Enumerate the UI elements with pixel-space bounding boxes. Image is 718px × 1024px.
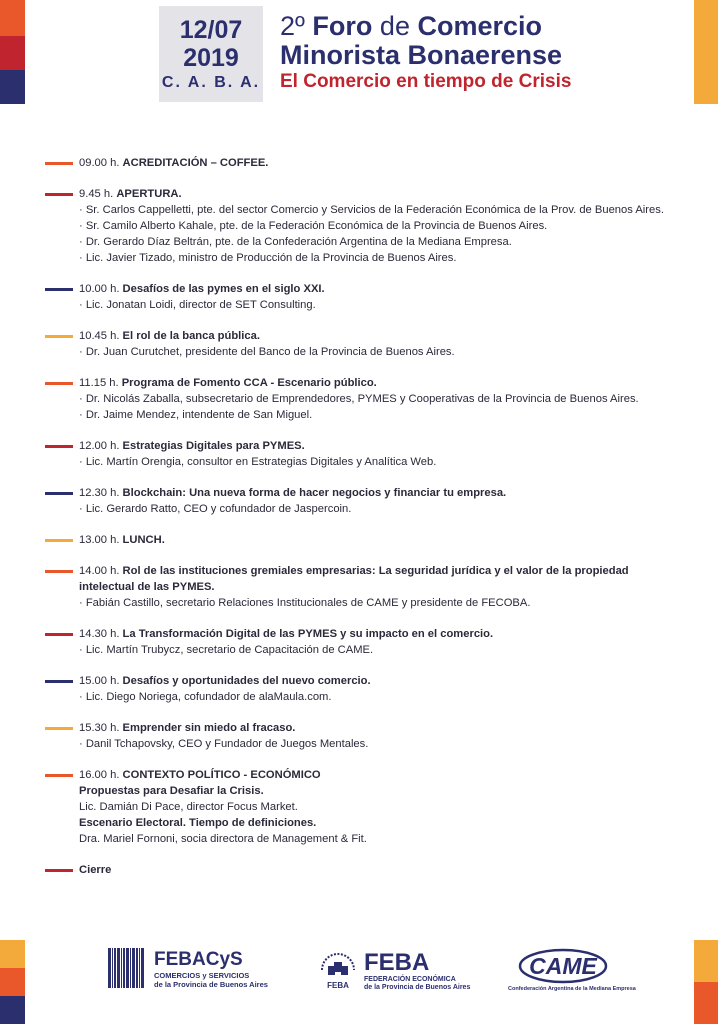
agenda-heading [79, 438, 685, 454]
agenda-title: El rol de la banca pública. [122, 330, 260, 342]
agenda-speaker: · Lic. Gerardo Ratto, CEO y cofundador de Jaspercoin. [79, 503, 352, 515]
agenda-color-bar [45, 382, 73, 385]
agenda-title: Blockchain: Una nueva forma de hacer negocios y financiar tu empresa. [122, 487, 507, 499]
agenda-title: LUNCH. [122, 534, 165, 546]
barcode-icon [108, 948, 148, 988]
agenda-speaker: · Dr. Gerardo Díaz Beltrán, pte. de la Confederación Argentina de la Mediana Empresa. [79, 236, 512, 248]
event-year: 2019 [183, 44, 239, 72]
agenda-time: 13.00 h. [79, 534, 120, 546]
corner-stripe-yellow-top-right [694, 0, 718, 104]
agenda-speaker: · Sr. Camilo Alberto Kahale, pte. de la Federación Económica de la Provincia de Buenos Aires. [79, 220, 548, 232]
feba-subtitle-1: FEDERACIÓN ECONÓMICA [364, 976, 456, 983]
agenda-color-bar [45, 193, 73, 196]
page-title [280, 12, 660, 94]
febacys-subtitle-1: COMERCIOS y SERVICIOS [154, 971, 250, 980]
corner-stripe-navy-bottom [0, 996, 25, 1024]
agenda-title: Cierre [79, 864, 112, 876]
agenda-color-bar [45, 570, 73, 573]
agenda-item [45, 155, 685, 171]
agenda-title: APERTURA. [116, 188, 182, 200]
agenda-speaker: Propuestas para Desafiar la Crisis. [79, 785, 264, 797]
agenda-color-bar [45, 335, 73, 338]
agenda-item [45, 375, 685, 423]
agenda-item [45, 767, 685, 847]
svg-text:CAME: CAME [529, 953, 597, 979]
agenda-time: 15.30 h. [79, 722, 120, 734]
agenda-color-bar [45, 680, 73, 683]
agenda-item [45, 328, 685, 360]
agenda-color-bar [45, 633, 73, 636]
agenda-heading [79, 720, 685, 736]
agenda-heading [79, 186, 685, 202]
agenda-color-bar [45, 288, 73, 291]
agenda-heading [79, 563, 685, 595]
agenda-speaker: Dra. Mariel Fornoni, socia directora de Management & Fit. [79, 833, 367, 845]
agenda-time: 9.45 h. [79, 188, 114, 200]
event-city: C. A. B. A. [161, 74, 261, 91]
agenda-item [45, 862, 685, 878]
agenda-heading [79, 767, 685, 783]
agenda-color-bar [45, 445, 73, 448]
agenda-speaker: · Lic. Diego Noriega, cofundador de alaMaula.com. [79, 691, 332, 703]
agenda-time: 12.00 h. [79, 440, 120, 452]
agenda-heading [79, 673, 685, 689]
agenda-title: CONTEXTO POLÍTICO - ECONÓMICO [122, 769, 321, 781]
agenda-time: 14.30 h. [79, 628, 120, 640]
agenda-time: 10.00 h. [79, 283, 120, 295]
feba-emblem-icon [318, 948, 358, 994]
febacys-name: FEBACyS [154, 949, 243, 970]
agenda-color-bar [45, 869, 73, 872]
came-emblem-icon [518, 948, 608, 984]
agenda-speaker: Lic. Damián Di Pace, director Focus Market. [79, 801, 298, 813]
agenda-title: La Transformación Digital de las PYMES y su impacto en el comercio. [122, 628, 494, 640]
agenda-time: 12.30 h. [79, 487, 120, 499]
agenda-time: 10.45 h. [79, 330, 120, 342]
agenda-heading [79, 375, 685, 391]
title-prefix: 2º [280, 11, 305, 41]
svg-text:FEBA: FEBA [327, 981, 349, 990]
came-logo [508, 948, 636, 998]
corner-stripe-red-top [0, 36, 25, 70]
agenda-time: 16.00 h. [79, 769, 120, 781]
agenda-title: Rol de las instituciones gremiales empresarias: La seguridad jurídica y el valor de la propiedad intelectual de las PYMES. [79, 565, 629, 593]
agenda-speaker: · Lic. Martín Trubycz, secretario de Capacitación de CAME. [79, 644, 374, 656]
agenda-title: Desafíos y oportunidades del nuevo comercio. [122, 675, 371, 687]
agenda-title: Emprender sin miedo al fracaso. [122, 722, 296, 734]
corner-stripe-orange-top [0, 0, 25, 36]
agenda-speaker: · Sr. Carlos Cappelletti, pte. del sector Comercio y Servicios de la Federación Económica de la Prov. de Buenos Aires. [79, 204, 664, 216]
agenda-item [45, 281, 685, 313]
agenda-list [45, 155, 685, 893]
agenda-color-bar [45, 162, 73, 165]
event-date: 12/07 [179, 16, 243, 44]
feba-logo [318, 948, 471, 998]
agenda-item [45, 626, 685, 658]
corner-stripe-yellow-bottom [0, 940, 25, 968]
agenda-heading [79, 626, 685, 642]
agenda-item [45, 673, 685, 705]
agenda-heading [79, 155, 685, 171]
agenda-speaker: · Lic. Jonatan Loidi, director de SET Consulting. [79, 299, 316, 311]
corner-stripe-yellow-bottom-right [694, 940, 718, 982]
agenda-speaker: · Dr. Juan Curutchet, presidente del Banco de la Provincia de Buenos Aires. [79, 346, 455, 358]
title-comercio: Comercio [417, 11, 543, 41]
agenda-item [45, 563, 685, 611]
page-subtitle: El Comercio en tiempo de Crisis [280, 71, 572, 92]
febacys-logo [108, 948, 268, 996]
corner-stripe-orange-bottom [0, 968, 25, 996]
agenda-time: 11.15 h. [79, 377, 119, 389]
agenda-heading [79, 862, 685, 878]
agenda-title: Programa de Fomento CCA - Escenario público. [121, 377, 377, 389]
agenda-title: Desafíos de las pymes en el siglo XXI. [122, 283, 325, 295]
title-line-2: Minorista Bonaerense [280, 40, 563, 70]
agenda-heading [79, 532, 685, 548]
agenda-color-bar [45, 727, 73, 730]
agenda-speaker: · Dr. Nicolás Zaballa, subsecretario de Emprendedores, PYMES y Cooperativas de la Provincia de Buenos Aires. [79, 393, 639, 405]
feba-name: FEBA [364, 949, 430, 976]
came-subtitle: Confederación Argentina de la Mediana Empresa [508, 986, 636, 992]
agenda-color-bar [45, 539, 73, 542]
agenda-color-bar [45, 774, 73, 777]
agenda-item [45, 438, 685, 470]
agenda-speaker: · Lic. Javier Tizado, ministro de Producción de la Provincia de Buenos Aires. [79, 252, 457, 264]
event-date-box [159, 6, 263, 102]
agenda-item [45, 485, 685, 517]
title-foro: Foro [312, 11, 373, 41]
agenda-speaker: · Lic. Martín Orengia, consultor en Estrategias Digitales y Analítica Web. [79, 456, 437, 468]
agenda-heading [79, 328, 685, 344]
agenda-speaker: · Dr. Jaime Mendez, intendente de San Miguel. [79, 409, 313, 421]
feba-subtitle-2: de la Provincia de Buenos Aires [364, 984, 471, 991]
title-de: de [379, 11, 410, 41]
title-line-1 [280, 12, 660, 41]
agenda-speaker: · Danil Tchapovsky, CEO y Fundador de Juegos Mentales. [79, 738, 369, 750]
corner-stripe-navy-top [0, 70, 25, 104]
agenda-heading [79, 485, 685, 501]
agenda-item [45, 720, 685, 752]
agenda-title: ACREDITACIÓN – COFFEE. [122, 157, 269, 169]
febacys-subtitle-2: de la Provincia de Buenos Aires [154, 980, 268, 989]
agenda-item [45, 186, 685, 266]
agenda-time: 09.00 h. [79, 157, 120, 169]
agenda-speaker: Escenario Electoral. Tiempo de definiciones. [79, 817, 317, 829]
agenda-item [45, 532, 685, 548]
agenda-color-bar [45, 492, 73, 495]
corner-stripe-orange-bottom-right [694, 982, 718, 1024]
agenda-speaker: · Fabián Castillo, secretario Relaciones Institucionales de CAME y presidente de FECOBA. [79, 597, 531, 609]
agenda-heading [79, 281, 685, 297]
agenda-time: 14.00 h. [79, 565, 120, 577]
agenda-title: Estrategias Digitales para PYMES. [122, 440, 305, 452]
agenda-time: 15.00 h. [79, 675, 120, 687]
